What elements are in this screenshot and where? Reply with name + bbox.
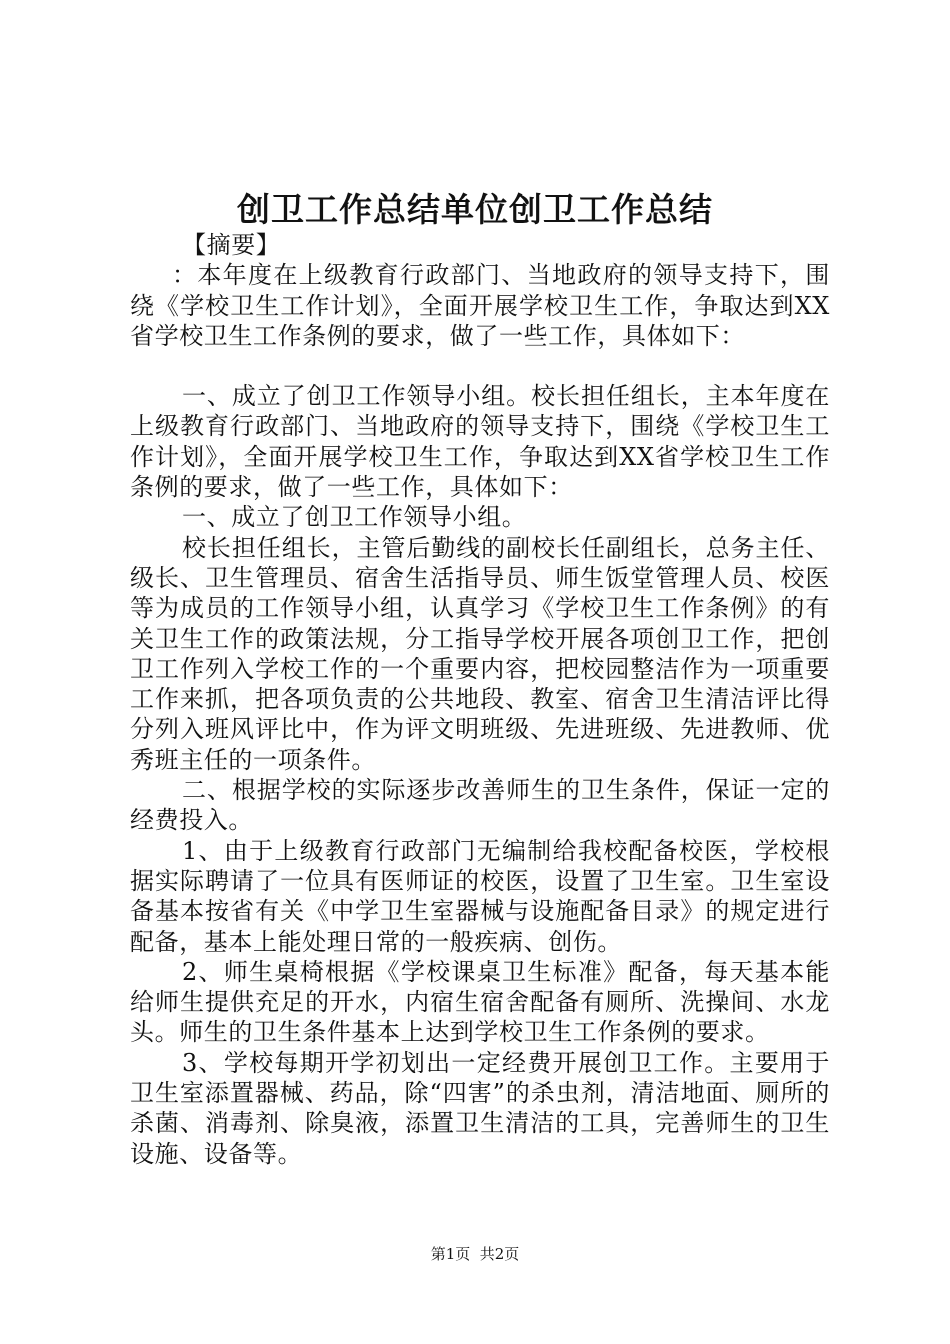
section-1-paragraph: 一、成立了创卫工作领导小组。校长担任组长，主本年度在上级教育行政部门、当地政府的领导支持下，围绕《学校卫生工作计划》，全面开展学校卫生工作，争取达到XX省学校卫生工作条例的要求，做了一些工作，具体如下： — [130, 382, 830, 502]
section-1-heading: 一、成立了创卫工作领导小组。 — [182, 503, 527, 532]
document-title: 创卫工作总结单位创卫工作总结 — [237, 190, 713, 229]
abstract-label: 【摘要】 — [182, 231, 281, 259]
section-1-body: 校长担任组长，主管后勤线的副校长任副组长，总务主任、级长、卫生管理员、宿舍生活指导员、师生饭堂管理人员、校医等为成员的工作领导小组，认真学习《学校卫生工作条例》的有关卫生工作的政策法规，分工指导学校开展各项创卫工作，把创卫工作列入学校工作的一个重要内容，把校园整洁作为一项重要工作来抓，把各项负责的公共地段、教室、宿舍卫生清洁评比得分列入班风评比中，作为评文明班级、先进班级、先进教师、优秀班主任的一项条件。 — [130, 533, 830, 774]
page-number: 第1页 共2页 — [430, 1245, 520, 1263]
section-2-item-2: 2、师生桌椅根据《学校课桌卫生标准》配备，每天基本能给师生提供充足的开水，内宿生宿舍配备有厕所、洗操间、水龙头。师生的卫生条件基本上达到学校卫生工作条例的要求。 — [130, 957, 830, 1047]
abstract-paragraph: ：本年度在上级教育行政部门、当地政府的领导支持下，围绕《学校卫生工作计划》，全面开展学校卫生工作，争取达到XX省学校卫生工作条例的要求，做了一些工作，具体如下： — [130, 261, 830, 350]
document-body — [130, 230, 830, 1169]
section-2-heading: 二、根据学校的实际逐步改善师生的卫生条件，保证一定的经费投入。 — [130, 776, 830, 835]
section-2-item-1: 1、由于上级教育行政部门无编制给我校配备校医，学校根据实际聘请了一位具有医师证的校医，设置了卫生室。卫生室设备基本按省有关《中学卫生室器械与设施配备目录》的规定进行配备，基本上能处理日常的一般疾病、创伤。 — [130, 836, 830, 956]
page-footer — [0, 1244, 950, 1264]
paragraph-spacer — [130, 351, 830, 381]
section-2-item-3: 3、学校每期开学初划出一定经费开展创卫工作。主要用于卫生室添置器械、药品，除“四害”的杀虫剂，清洁地面、厕所的杀菌、消毒剂、除臭液，添置卫生清洁的工具，完善师生的卫生设施、设备等。 — [130, 1048, 830, 1168]
